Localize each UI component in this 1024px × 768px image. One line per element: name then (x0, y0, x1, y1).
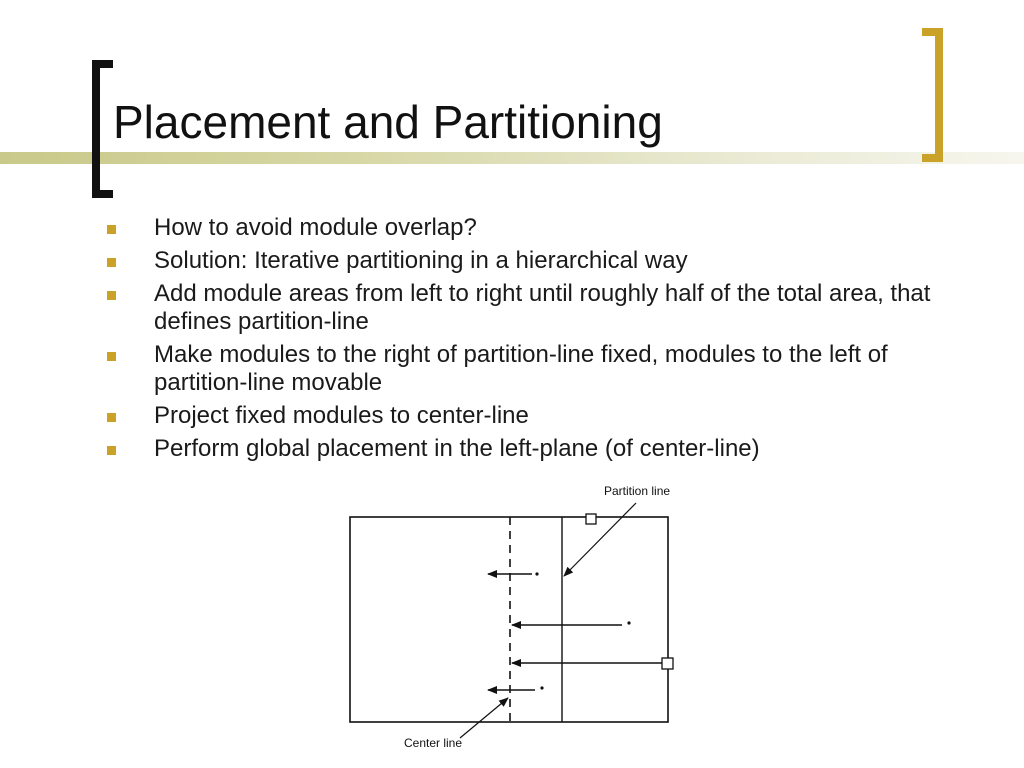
square-bullet-icon (107, 413, 116, 422)
slide-title: Placement and Partitioning (113, 96, 663, 148)
bullet-list (105, 214, 965, 468)
fixed-module-top (586, 514, 596, 524)
center-line-label: Center line (404, 736, 463, 750)
fixed-module-right (662, 658, 673, 669)
layout-boundary (350, 517, 668, 722)
bullet-item (105, 341, 965, 397)
square-bullet-icon (107, 352, 116, 361)
title-accent-bar (0, 152, 1024, 164)
module-point (535, 572, 538, 575)
bullet-text: Perform global placement in the left-plane (of center-line) (154, 435, 760, 462)
bullet-item (105, 402, 965, 430)
square-bullet-icon (107, 225, 116, 234)
bullet-text: Add module areas from left to right until roughly half of the total area, that defines partition-line (154, 280, 931, 335)
bullet-text: Make modules to the right of partition-line fixed, modules to the left of partition-line movable (154, 341, 888, 396)
square-bullet-icon (107, 258, 116, 267)
bullet-text: Project fixed modules to center-line (154, 402, 529, 429)
bullet-item (105, 214, 965, 242)
bullet-item (105, 280, 965, 336)
diagram-svg (340, 478, 680, 758)
center-label-leader (460, 698, 508, 738)
partition-line-label: Partition line (604, 484, 671, 498)
bullet-text: How to avoid module overlap? (154, 214, 477, 241)
square-bullet-icon (107, 446, 116, 455)
bullet-item (105, 435, 965, 463)
module-point (540, 686, 543, 689)
square-bullet-icon (107, 291, 116, 300)
bullet-text: Solution: Iterative partitioning in a hierarchical way (154, 247, 688, 274)
partition-label-leader (564, 503, 636, 576)
right-bracket-decoration (922, 28, 943, 162)
module-point (627, 621, 630, 624)
partitioning-diagram (340, 478, 680, 758)
bullet-item (105, 247, 965, 275)
left-bracket-decoration (92, 60, 113, 198)
